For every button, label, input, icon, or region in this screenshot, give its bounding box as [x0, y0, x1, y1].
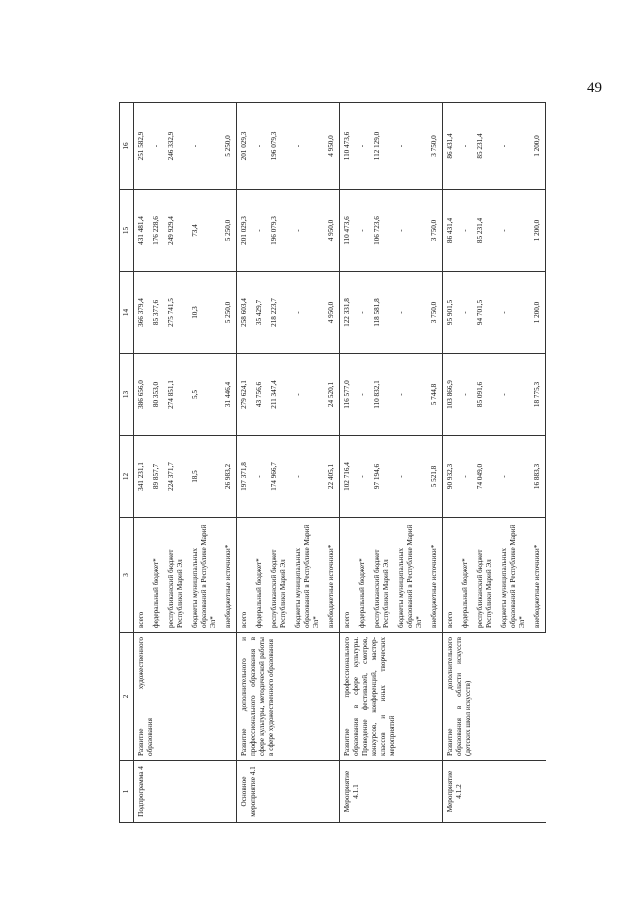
- amount-cell: 4 950,0: [324, 103, 340, 190]
- amount-cell: -: [394, 354, 427, 436]
- amount-cell: 3 750,0: [427, 190, 443, 272]
- amount-cell: 10,3: [188, 272, 221, 354]
- program-code: Мероприятие 4.1.1: [340, 761, 443, 823]
- funding-source: всего: [237, 518, 253, 633]
- amount-cell: 86 431,4: [443, 103, 459, 190]
- funding-source: всего: [134, 518, 150, 633]
- funding-source: бюджеты муниципальных образований в Республике Марий Эл*: [394, 518, 427, 633]
- rotated-table-container: [119, 103, 541, 823]
- amount-cell: 18,5: [188, 436, 221, 518]
- amount-cell: 95 901,5: [443, 272, 459, 354]
- amount-cell: 176 228,6: [149, 190, 164, 272]
- amount-cell: 110 473,6: [340, 190, 356, 272]
- amount-cell: 85 231,4: [473, 103, 497, 190]
- amount-cell: 386 656,0: [134, 354, 150, 436]
- funding-source: всего: [340, 518, 356, 633]
- amount-cell: 246 332,9: [164, 103, 188, 190]
- amount-cell: -: [458, 272, 473, 354]
- amount-cell: 174 966,7: [267, 436, 291, 518]
- amount-cell: 106 723,6: [370, 190, 394, 272]
- amount-cell: 5 250,0: [221, 103, 237, 190]
- table-header: [120, 103, 134, 823]
- program-title: Развитие дополнительного образования в области искусств (детских школ искусств): [443, 633, 546, 761]
- amount-cell: -: [291, 190, 324, 272]
- amount-cell: 366 379,4: [134, 272, 150, 354]
- table-row: [134, 103, 150, 823]
- program-title: Развитие дополнительного и профессионального образования в сфере культуры, методической работы в сфере художественного образования: [237, 633, 340, 761]
- amount-cell: -: [458, 190, 473, 272]
- amount-cell: 90 932,3: [443, 436, 459, 518]
- funding-source: бюджеты муниципальных образований в Республике Марий Эл*: [291, 518, 324, 633]
- amount-cell: 274 851,1: [164, 354, 188, 436]
- amount-cell: -: [291, 354, 324, 436]
- table-body: [134, 103, 546, 823]
- amount-cell: 85 231,4: [473, 190, 497, 272]
- amount-cell: -: [394, 190, 427, 272]
- amount-cell: -: [252, 436, 267, 518]
- funding-source: федеральный бюджет*: [252, 518, 267, 633]
- amount-cell: -: [394, 272, 427, 354]
- amount-cell: 431 481,4: [134, 190, 150, 272]
- amount-cell: 1 200,0: [530, 272, 546, 354]
- funding-source: внебюджетные источники*: [221, 518, 237, 633]
- amount-cell: -: [291, 103, 324, 190]
- amount-cell: 341 231,1: [134, 436, 150, 518]
- amount-cell: 43 756,6: [252, 354, 267, 436]
- amount-cell: -: [355, 103, 370, 190]
- amount-cell: -: [497, 190, 530, 272]
- amount-cell: 97 194,6: [370, 436, 394, 518]
- program-code: Подпрограмма 4: [134, 761, 237, 823]
- amount-cell: 4 950,0: [324, 272, 340, 354]
- amount-cell: 197 371,8: [237, 436, 253, 518]
- funding-source: внебюджетные источники*: [530, 518, 546, 633]
- amount-cell: -: [291, 272, 324, 354]
- header-row: [120, 103, 134, 823]
- amount-cell: -: [355, 436, 370, 518]
- amount-cell: 118 581,8: [370, 272, 394, 354]
- amount-cell: 275 741,5: [164, 272, 188, 354]
- amount-cell: 24 520,1: [324, 354, 340, 436]
- amount-cell: 5,5: [188, 354, 221, 436]
- funding-source: республиканский бюджет Республики Марий Эл: [370, 518, 394, 633]
- amount-cell: -: [252, 190, 267, 272]
- funding-source: республиканский бюджет Республики Марий Эл: [473, 518, 497, 633]
- amount-cell: -: [149, 103, 164, 190]
- amount-cell: 251 582,9: [134, 103, 150, 190]
- funding-source: республиканский бюджет Республики Марий Эл: [267, 518, 291, 633]
- amount-cell: 211 347,4: [267, 354, 291, 436]
- amount-cell: 73,4: [188, 190, 221, 272]
- amount-cell: 74 049,0: [473, 436, 497, 518]
- header-cell: 16: [120, 103, 134, 190]
- amount-cell: 102 716,4: [340, 436, 356, 518]
- header-cell: 15: [120, 190, 134, 272]
- amount-cell: 103 866,9: [443, 354, 459, 436]
- amount-cell: -: [355, 354, 370, 436]
- program-code: Основное мероприятие 4.1: [237, 761, 340, 823]
- funding-source: республиканский бюджет Республики Марий Эл: [164, 518, 188, 633]
- table-row: [237, 103, 253, 823]
- amount-cell: 3 750,0: [427, 103, 443, 190]
- amount-cell: 4 950,0: [324, 190, 340, 272]
- program-title: Развитие художественного образования: [134, 633, 237, 761]
- funding-source: федеральный бюджет*: [355, 518, 370, 633]
- header-cell: 1: [120, 761, 134, 823]
- amount-cell: 35 429,7: [252, 272, 267, 354]
- amount-cell: 89 857,7: [149, 436, 164, 518]
- amount-cell: 86 431,4: [443, 190, 459, 272]
- amount-cell: 218 223,7: [267, 272, 291, 354]
- amount-cell: 279 624,1: [237, 354, 253, 436]
- amount-cell: 196 079,3: [267, 190, 291, 272]
- amount-cell: 26 983,2: [221, 436, 237, 518]
- amount-cell: 5 250,0: [221, 190, 237, 272]
- amount-cell: -: [458, 436, 473, 518]
- amount-cell: -: [497, 354, 530, 436]
- amount-cell: 1 200,0: [530, 190, 546, 272]
- amount-cell: 201 029,3: [237, 190, 253, 272]
- program-title: Развитие профессионального образования в сфере культуры. Проведение фестивалей, смотров, конкурсов, конференций, мастер-классов и иных творческих мероприятий: [340, 633, 443, 761]
- funding-source: всего: [443, 518, 459, 633]
- amount-cell: 18 775,3: [530, 354, 546, 436]
- amount-cell: -: [252, 103, 267, 190]
- amount-cell: -: [497, 272, 530, 354]
- budget-table: [119, 102, 546, 823]
- amount-cell: 85 377,6: [149, 272, 164, 354]
- header-cell: 13: [120, 354, 134, 436]
- funding-source: внебюджетные источники*: [324, 518, 340, 633]
- amount-cell: 31 446,4: [221, 354, 237, 436]
- program-code: Мероприятие 4.1.2: [443, 761, 546, 823]
- table-row: [340, 103, 356, 823]
- funding-source: федеральный бюджет*: [149, 518, 164, 633]
- table-row: [443, 103, 459, 823]
- amount-cell: 201 029,3: [237, 103, 253, 190]
- amount-cell: -: [458, 354, 473, 436]
- amount-cell: 16 883,3: [530, 436, 546, 518]
- amount-cell: 196 079,3: [267, 103, 291, 190]
- amount-cell: 85 091,6: [473, 354, 497, 436]
- page-number: 49: [587, 80, 602, 96]
- header-cell: 2: [120, 633, 134, 761]
- amount-cell: 1 200,0: [530, 103, 546, 190]
- amount-cell: -: [497, 436, 530, 518]
- amount-cell: 224 371,7: [164, 436, 188, 518]
- funding-source: бюджеты муниципальных образований в Республике Марий Эл*: [497, 518, 530, 633]
- amount-cell: -: [355, 272, 370, 354]
- amount-cell: 110 473,6: [340, 103, 356, 190]
- amount-cell: 3 750,0: [427, 272, 443, 354]
- header-cell: 12: [120, 436, 134, 518]
- funding-source: внебюджетные источники*: [427, 518, 443, 633]
- amount-cell: -: [458, 103, 473, 190]
- amount-cell: 5 744,8: [427, 354, 443, 436]
- amount-cell: -: [394, 103, 427, 190]
- amount-cell: -: [188, 103, 221, 190]
- amount-cell: 5 250,0: [221, 272, 237, 354]
- amount-cell: 94 701,5: [473, 272, 497, 354]
- amount-cell: 258 603,4: [237, 272, 253, 354]
- amount-cell: 5 521,8: [427, 436, 443, 518]
- amount-cell: -: [355, 190, 370, 272]
- amount-cell: 110 832,1: [370, 354, 394, 436]
- amount-cell: 80 353,0: [149, 354, 164, 436]
- funding-source: бюджеты муниципальных образований в Республике Марий Эл*: [188, 518, 221, 633]
- amount-cell: 249 929,4: [164, 190, 188, 272]
- header-cell: 14: [120, 272, 134, 354]
- amount-cell: -: [497, 103, 530, 190]
- amount-cell: 116 577,0: [340, 354, 356, 436]
- header-cell: 3: [120, 518, 134, 633]
- amount-cell: 122 331,8: [340, 272, 356, 354]
- amount-cell: 112 129,0: [370, 103, 394, 190]
- funding-source: федеральный бюджет*: [458, 518, 473, 633]
- amount-cell: -: [291, 436, 324, 518]
- amount-cell: 22 405,1: [324, 436, 340, 518]
- amount-cell: -: [394, 436, 427, 518]
